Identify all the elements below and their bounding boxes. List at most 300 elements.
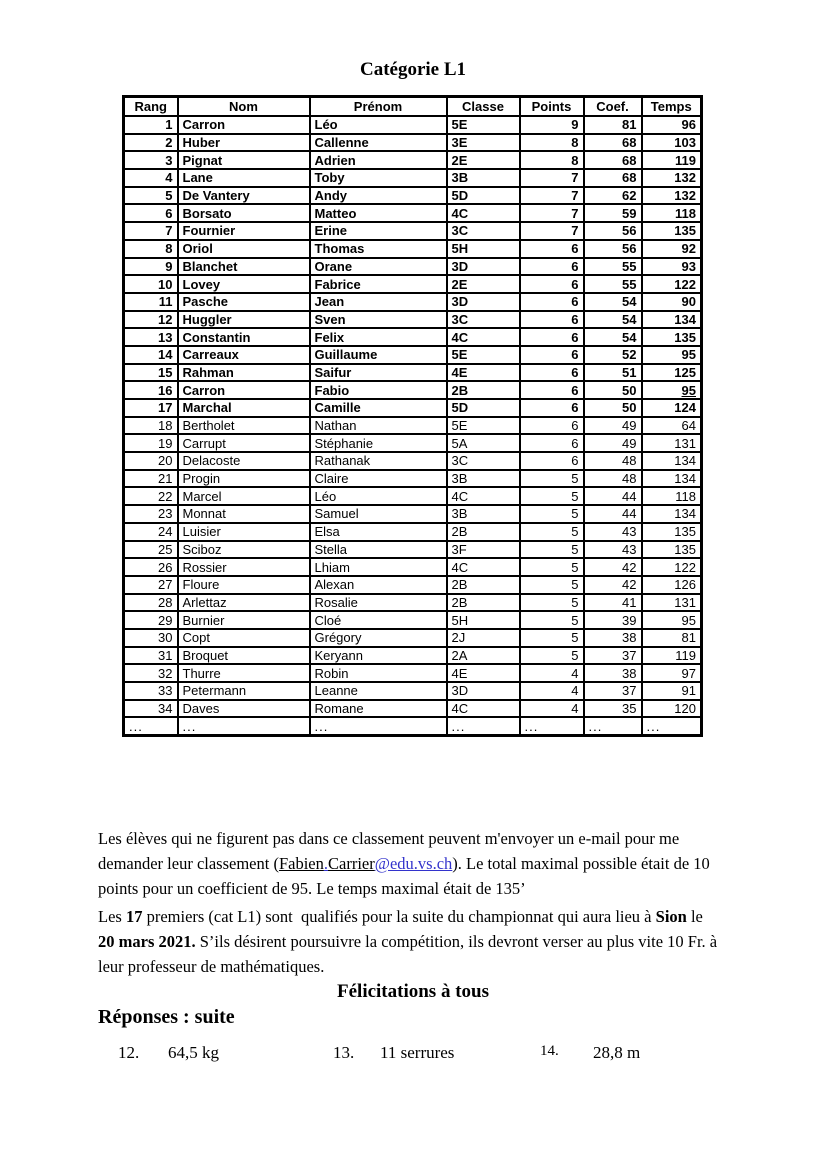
cell-classe: 3E (447, 134, 520, 152)
cell-classe: 2E (447, 275, 520, 293)
cell-coef: ... (584, 717, 642, 735)
table-row (124, 487, 702, 505)
cell-coef: 39 (584, 611, 642, 629)
cell-nom: Huggler (178, 311, 310, 329)
cell-points: 8 (520, 134, 584, 152)
cell-coef: 54 (584, 328, 642, 346)
cell-temps: 135 (642, 222, 702, 240)
cell-points: 6 (520, 417, 584, 435)
cell-temps: 135 (642, 328, 702, 346)
cell-points: 5 (520, 523, 584, 541)
cell-nom: Monnat (178, 505, 310, 523)
cell-nom: De Vantery (178, 187, 310, 205)
cell-prenom: Saifur (310, 364, 447, 382)
cell-temps: 118 (642, 204, 702, 222)
table-row-ellipsis (124, 717, 702, 735)
cell-rang: 14 (124, 346, 178, 364)
cell-temps: 134 (642, 470, 702, 488)
cell-rang: 27 (124, 576, 178, 594)
column-header-prenom: Prénom (310, 97, 447, 117)
table-row (124, 204, 702, 222)
answer-value: 28,8 m (593, 1043, 641, 1062)
cell-temps: 119 (642, 647, 702, 665)
cell-prenom: Stéphanie (310, 434, 447, 452)
cell-classe: 5H (447, 240, 520, 258)
cell-coef: 44 (584, 487, 642, 505)
cell-classe: 3C (447, 222, 520, 240)
cell-nom: Broquet (178, 647, 310, 665)
cell-rang: 30 (124, 629, 178, 647)
cell-prenom: Elsa (310, 523, 447, 541)
text-segment: le (686, 907, 703, 926)
cell-coef: 68 (584, 169, 642, 187)
cell-classe: 4C (447, 328, 520, 346)
cell-classe: 2B (447, 576, 520, 594)
cell-rang: 1 (124, 116, 178, 134)
cell-rang: 5 (124, 187, 178, 205)
cell-points: 6 (520, 311, 584, 329)
cell-prenom: Felix (310, 328, 447, 346)
cell-nom: Thurre (178, 664, 310, 682)
cell-nom: Constantin (178, 328, 310, 346)
cell-rang: 10 (124, 275, 178, 293)
cell-temps: 97 (642, 664, 702, 682)
cell-temps: 122 (642, 558, 702, 576)
cell-coef: 49 (584, 434, 642, 452)
cell-rang: 11 (124, 293, 178, 311)
cell-prenom: Claire (310, 470, 447, 488)
cell-prenom: Keryann (310, 647, 447, 665)
cell-nom: Rahman (178, 364, 310, 382)
email-link[interactable]: . (323, 854, 329, 873)
cell-prenom: Toby (310, 169, 447, 187)
cell-temps: 135 (642, 541, 702, 559)
text-segment: demander leur classement ( (98, 854, 279, 873)
cell-rang: 34 (124, 700, 178, 718)
cell-rang: 18 (124, 417, 178, 435)
answer-number: 13. (333, 1043, 355, 1062)
email-link[interactable]: Carrier (328, 854, 375, 873)
cell-nom: Progin (178, 470, 310, 488)
cell-nom: Fournier (178, 222, 310, 240)
table-row (124, 381, 702, 399)
table-row (124, 664, 702, 682)
table-row (124, 134, 702, 152)
cell-prenom: Lhiam (310, 558, 447, 576)
cell-points: 5 (520, 611, 584, 629)
column-header-classe: Classe (447, 97, 520, 117)
cell-coef: 55 (584, 258, 642, 276)
cell-coef: 48 (584, 470, 642, 488)
cell-points: 6 (520, 434, 584, 452)
answer-value: 64,5 kg (168, 1043, 219, 1062)
cell-classe: 5A (447, 434, 520, 452)
cell-coef: 55 (584, 275, 642, 293)
cell-classe: 4E (447, 664, 520, 682)
cell-rang: 17 (124, 399, 178, 417)
cell-rang: 28 (124, 594, 178, 612)
cell-prenom: Matteo (310, 204, 447, 222)
cell-prenom: Robin (310, 664, 447, 682)
table-row (124, 629, 702, 647)
cell-classe: 4C (447, 487, 520, 505)
cell-prenom: Fabrice (310, 275, 447, 293)
cell-classe: 5D (447, 399, 520, 417)
table-header-row (124, 97, 702, 117)
cell-rang: 23 (124, 505, 178, 523)
table-row (124, 417, 702, 435)
cell-coef: 52 (584, 346, 642, 364)
cell-classe: 3F (447, 541, 520, 559)
cell-prenom: Romane (310, 700, 447, 718)
cell-rang: ... (124, 717, 178, 735)
table-row (124, 647, 702, 665)
cell-rang: 25 (124, 541, 178, 559)
cell-classe: 2A (447, 647, 520, 665)
answer-value: 11 serrures (380, 1043, 455, 1062)
cell-classe: 3C (447, 311, 520, 329)
cell-classe: 3D (447, 293, 520, 311)
cell-classe: 2J (447, 629, 520, 647)
cell-temps: 131 (642, 594, 702, 612)
cell-points: 6 (520, 258, 584, 276)
cell-points: 4 (520, 682, 584, 700)
cell-nom: ... (178, 717, 310, 735)
cell-temps: 90 (642, 293, 702, 311)
table-row (124, 364, 702, 382)
cell-points: 5 (520, 647, 584, 665)
table-row (124, 452, 702, 470)
page-title: Catégorie L1 (359, 59, 467, 80)
table-row (124, 576, 702, 594)
table-row (124, 275, 702, 293)
cell-temps: 92 (642, 240, 702, 258)
cell-temps: 120 (642, 700, 702, 718)
cell-temps: 96 (642, 116, 702, 134)
text-segment: Les (98, 907, 126, 926)
cell-points: ... (520, 717, 584, 735)
cell-rang: 12 (124, 311, 178, 329)
cell-coef: 62 (584, 187, 642, 205)
cell-coef: 54 (584, 293, 642, 311)
cell-points: 8 (520, 151, 584, 169)
cell-rang: 6 (124, 204, 178, 222)
cell-nom: Marcel (178, 487, 310, 505)
cell-prenom: Callenne (310, 134, 447, 152)
cell-points: 4 (520, 700, 584, 718)
cell-classe: 5H (447, 611, 520, 629)
cell-points: 4 (520, 664, 584, 682)
table-row (124, 700, 702, 718)
table-row (124, 311, 702, 329)
cell-rang: 13 (124, 328, 178, 346)
cell-classe: 2B (447, 381, 520, 399)
cell-temps: 134 (642, 311, 702, 329)
cell-temps: 119 (642, 151, 702, 169)
cell-nom: Lovey (178, 275, 310, 293)
cell-nom: Sciboz (178, 541, 310, 559)
cell-nom: Rossier (178, 558, 310, 576)
cell-classe: 4C (447, 204, 520, 222)
cell-coef: 51 (584, 364, 642, 382)
cell-prenom: Grégory (310, 629, 447, 647)
cell-temps: 134 (642, 505, 702, 523)
cell-classe: 3D (447, 682, 520, 700)
table-row (124, 611, 702, 629)
cell-prenom: Cloé (310, 611, 447, 629)
email-link[interactable]: @edu.vs.ch (374, 854, 453, 873)
cell-classe: 3B (447, 470, 520, 488)
table-row (124, 169, 702, 187)
cell-temps: 124 (642, 399, 702, 417)
cell-prenom: Léo (310, 487, 447, 505)
cell-rang: 9 (124, 258, 178, 276)
cell-temps: 135 (642, 523, 702, 541)
cell-temps: 93 (642, 258, 702, 276)
cell-prenom: Léo (310, 116, 447, 134)
cell-prenom: Alexan (310, 576, 447, 594)
cell-coef: 43 (584, 523, 642, 541)
cell-temps: 81 (642, 629, 702, 647)
email-link[interactable]: Fabien (278, 854, 324, 873)
cell-nom: Huber (178, 134, 310, 152)
cell-nom: Carrupt (178, 434, 310, 452)
cell-classe: 5E (447, 417, 520, 435)
cell-prenom: Sven (310, 311, 447, 329)
cell-nom: Carron (178, 116, 310, 134)
cell-coef: 38 (584, 664, 642, 682)
cell-prenom: Andy (310, 187, 447, 205)
text-segment: S’ils désirent poursuivre la compétition, ils devront verser au plus vite 10 Fr. à (195, 932, 718, 951)
results-table (122, 95, 703, 737)
paragraph-qualification (98, 904, 748, 979)
cell-nom: Bertholet (178, 417, 310, 435)
cell-coef: 49 (584, 417, 642, 435)
cell-points: 6 (520, 240, 584, 258)
table-row (124, 187, 702, 205)
cell-classe: 3D (447, 258, 520, 276)
table-row (124, 240, 702, 258)
table-row (124, 116, 702, 134)
cell-classe: 2E (447, 151, 520, 169)
cell-points: 9 (520, 116, 584, 134)
cell-points: 5 (520, 487, 584, 505)
cell-rang: 21 (124, 470, 178, 488)
cell-coef: 56 (584, 240, 642, 258)
column-header-temps: Temps (642, 97, 702, 117)
table-row (124, 470, 702, 488)
cell-rang: 4 (124, 169, 178, 187)
cell-rang: 2 (124, 134, 178, 152)
cell-nom: Blanchet (178, 258, 310, 276)
cell-points: 5 (520, 541, 584, 559)
cell-prenom: Nathan (310, 417, 447, 435)
cell-temps: 125 (642, 364, 702, 382)
cell-points: 7 (520, 169, 584, 187)
cell-temps: 95 (642, 346, 702, 364)
cell-classe: ... (447, 717, 520, 735)
cell-rang: 31 (124, 647, 178, 665)
text-segment: premiers (cat L1) sont qualifiés pour la suite du championnat qui aura lieu à (142, 907, 656, 926)
answers-row (0, 1043, 826, 1073)
table-row (124, 523, 702, 541)
cell-nom: Floure (178, 576, 310, 594)
cell-nom: Copt (178, 629, 310, 647)
cell-coef: 44 (584, 505, 642, 523)
table-row (124, 258, 702, 276)
cell-rang: 8 (124, 240, 178, 258)
cell-classe: 5E (447, 116, 520, 134)
underlined-temps-value: 95 (681, 382, 696, 398)
cell-nom: Delacoste (178, 452, 310, 470)
cell-rang: 29 (124, 611, 178, 629)
cell-nom: Luisier (178, 523, 310, 541)
cell-nom: Carron (178, 381, 310, 399)
cell-rang: 7 (124, 222, 178, 240)
cell-points: 6 (520, 452, 584, 470)
table-row (124, 682, 702, 700)
cell-rang: 26 (124, 558, 178, 576)
cell-points: 6 (520, 293, 584, 311)
text-segment: 17 (125, 907, 143, 926)
text-segment: Sion (655, 907, 687, 926)
cell-prenom: ... (310, 717, 447, 735)
cell-classe: 5E (447, 346, 520, 364)
cell-coef: 35 (584, 700, 642, 718)
cell-coef: 41 (584, 594, 642, 612)
cell-points: 5 (520, 576, 584, 594)
cell-rang: 19 (124, 434, 178, 452)
cell-coef: 48 (584, 452, 642, 470)
cell-points: 6 (520, 399, 584, 417)
cell-coef: 68 (584, 151, 642, 169)
cell-coef: 42 (584, 576, 642, 594)
cell-temps (642, 381, 702, 399)
column-header-points: Points (520, 97, 584, 117)
cell-prenom: Leanne (310, 682, 447, 700)
cell-temps: 132 (642, 187, 702, 205)
cell-rang: 20 (124, 452, 178, 470)
cell-coef: 43 (584, 541, 642, 559)
cell-points: 5 (520, 470, 584, 488)
cell-nom: Lane (178, 169, 310, 187)
cell-coef: 50 (584, 381, 642, 399)
cell-temps: 131 (642, 434, 702, 452)
cell-nom: Petermann (178, 682, 310, 700)
cell-classe: 3B (447, 169, 520, 187)
cell-coef: 68 (584, 134, 642, 152)
cell-points: 7 (520, 222, 584, 240)
cell-nom: Daves (178, 700, 310, 718)
column-header-nom: Nom (178, 97, 310, 117)
cell-rang: 22 (124, 487, 178, 505)
cell-points: 7 (520, 187, 584, 205)
cell-points: 6 (520, 381, 584, 399)
cell-classe: 2B (447, 523, 520, 541)
paragraph-classement (98, 826, 748, 901)
table-row (124, 346, 702, 364)
cell-classe: 4C (447, 558, 520, 576)
cell-nom: Pignat (178, 151, 310, 169)
cell-points: 5 (520, 505, 584, 523)
answer-number: 12. (118, 1043, 140, 1062)
cell-rang: 3 (124, 151, 178, 169)
cell-classe: 5D (447, 187, 520, 205)
cell-points: 6 (520, 346, 584, 364)
cell-coef: 38 (584, 629, 642, 647)
cell-prenom: Camille (310, 399, 447, 417)
cell-points: 5 (520, 594, 584, 612)
cell-points: 7 (520, 204, 584, 222)
text-segment: leur professeur de mathématiques. (98, 957, 325, 976)
cell-classe: 2B (447, 594, 520, 612)
cell-points: 6 (520, 364, 584, 382)
table-row (124, 505, 702, 523)
cell-temps: ... (642, 717, 702, 735)
table-row (124, 151, 702, 169)
cell-classe: 4C (447, 700, 520, 718)
cell-prenom: Rosalie (310, 594, 447, 612)
cell-points: 5 (520, 558, 584, 576)
cell-coef: 59 (584, 204, 642, 222)
cell-coef: 37 (584, 682, 642, 700)
cell-coef: 54 (584, 311, 642, 329)
cell-prenom: Orane (310, 258, 447, 276)
table-row (124, 558, 702, 576)
cell-prenom: Erine (310, 222, 447, 240)
table-row (124, 541, 702, 559)
text-segment: points pour un coefficient de 95. Le temps maximal était de 135’ (98, 879, 526, 898)
cell-prenom: Rathanak (310, 452, 447, 470)
cell-coef: 37 (584, 647, 642, 665)
cell-points: 6 (520, 275, 584, 293)
table-row (124, 222, 702, 240)
cell-rang: 15 (124, 364, 178, 382)
cell-temps: 103 (642, 134, 702, 152)
cell-temps: 64 (642, 417, 702, 435)
cell-rang: 24 (124, 523, 178, 541)
text-segment: 20 mars 2021. (98, 932, 196, 951)
table-row (124, 434, 702, 452)
cell-classe: 4E (447, 364, 520, 382)
cell-nom: Burnier (178, 611, 310, 629)
cell-points: 5 (520, 629, 584, 647)
cell-coef: 56 (584, 222, 642, 240)
cell-nom: Pasche (178, 293, 310, 311)
cell-prenom: Jean (310, 293, 447, 311)
cell-temps: 91 (642, 682, 702, 700)
cell-classe: 3B (447, 505, 520, 523)
cell-temps: 126 (642, 576, 702, 594)
cell-coef: 50 (584, 399, 642, 417)
cell-nom: Arlettaz (178, 594, 310, 612)
table-row (124, 293, 702, 311)
table-row (124, 594, 702, 612)
cell-temps: 132 (642, 169, 702, 187)
cell-prenom: Guillaume (310, 346, 447, 364)
cell-nom: Carreaux (178, 346, 310, 364)
answer-number: 14. (540, 1043, 559, 1059)
cell-rang: 32 (124, 664, 178, 682)
cell-temps: 134 (642, 452, 702, 470)
cell-temps: 95 (642, 611, 702, 629)
cell-rang: 33 (124, 682, 178, 700)
cell-rang: 16 (124, 381, 178, 399)
cell-prenom: Thomas (310, 240, 447, 258)
cell-prenom: Adrien (310, 151, 447, 169)
cell-coef: 81 (584, 116, 642, 134)
cell-prenom: Samuel (310, 505, 447, 523)
